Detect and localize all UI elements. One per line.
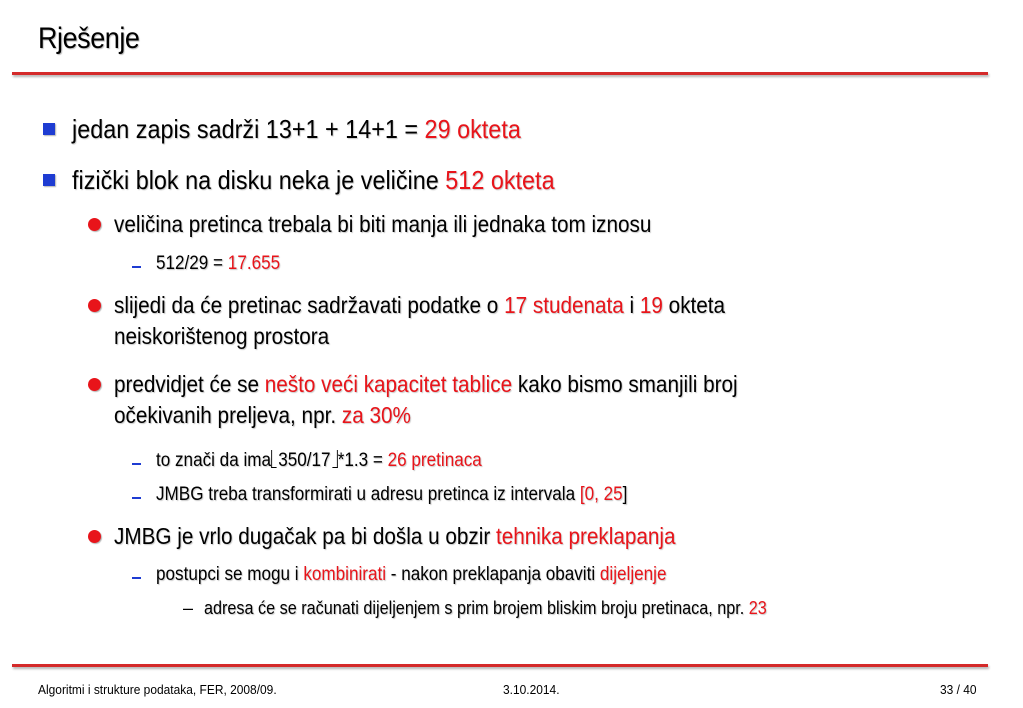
footer-course: Algoritmi i strukture podataka, FER, 2008/09. <box>38 682 277 697</box>
bullet-prime-divisor <box>204 596 829 620</box>
dash-bullet-icon <box>132 463 141 465</box>
bullet-text: *1.3 = <box>337 450 388 471</box>
bullet-division <box>156 251 294 277</box>
bullet-text: slijedi da će pretinac sadržavati podatke o <box>114 292 505 318</box>
bullet-text: to znači da ima <box>156 450 272 471</box>
bullet-highlight: [0, 25 <box>579 484 623 505</box>
bullet-text: jedan zapis sadrži 13+1 + 14+1 = <box>72 114 425 144</box>
bullet-text: kako bismo smanjili broj <box>512 371 738 397</box>
circle-bullet-icon <box>88 218 101 231</box>
bullet-highlight: 23 <box>748 598 767 618</box>
dash-bullet-icon <box>132 497 141 499</box>
circle-bullet-icon <box>88 530 101 543</box>
slide-title: Rješenje <box>38 22 140 55</box>
bullet-combine <box>156 562 723 588</box>
bullet-text: adresa će se računati dijeljenjem s prim brojem bliskim broju pretinaca, npr. <box>204 598 749 618</box>
bullet-bucket-count <box>156 448 518 474</box>
bullet-students-per-bucket <box>114 290 793 352</box>
bullet-jmbg-transform <box>156 482 680 508</box>
bullet-text: 350/17 <box>278 450 331 471</box>
bullet-text: 512/29 = <box>156 253 228 274</box>
bullet-text: JMBG treba transformirati u adresu pretinca iz intervala <box>156 484 580 505</box>
floor-left-bracket <box>271 450 276 468</box>
footer-divider <box>12 664 988 667</box>
bullet-highlight: 19 <box>639 292 663 318</box>
bullet-text: - nakon preklapanja obaviti <box>386 564 600 585</box>
circle-bullet-icon <box>88 378 101 391</box>
bullet-highlight: 17 studenata <box>504 292 624 318</box>
bullet-record-size <box>72 112 571 146</box>
bullet-text: neiskorištenog prostora <box>114 323 330 349</box>
bullet-text: okteta <box>662 292 726 318</box>
bullet-highlight: nešto veći kapacitet tablice <box>264 371 513 397</box>
bullet-highlight: 29 okteta <box>424 114 521 144</box>
bullet-bucket-size <box>114 209 711 240</box>
bullet-text: JMBG je vrlo dugačak pa bi došla u obzir <box>114 523 496 549</box>
bullet-text: očekivanih preljeva, npr. <box>114 402 342 428</box>
title-divider <box>12 72 988 75</box>
square-bullet-icon <box>43 123 55 135</box>
bullet-highlight: dijeljenje <box>599 564 667 585</box>
bullet-capacity <box>114 369 807 431</box>
bullet-text: fizički blok na disku neka je veličine <box>72 165 446 195</box>
bullet-text: veličina pretinca trebala bi biti manja ili jednaka tom iznosu <box>114 211 652 237</box>
bullet-highlight: za 30% <box>341 402 411 428</box>
bullet-highlight: tehnika preklapanja <box>495 523 676 549</box>
bullet-highlight: kombinirati <box>303 564 387 585</box>
footer-date: 3.10.2014. <box>503 682 560 697</box>
bullet-highlight: 26 pretinaca <box>387 450 482 471</box>
bullet-text: predvidjet će se <box>114 371 265 397</box>
bullet-text: i <box>623 292 640 318</box>
dash-bullet-icon <box>132 577 141 579</box>
bullet-highlight: 17.655 <box>227 253 281 274</box>
bullet-highlight: 512 okteta <box>445 165 555 195</box>
circle-bullet-icon <box>88 299 101 312</box>
bullet-text: postupci se mogu i <box>156 564 304 585</box>
bullet-text: ] <box>622 484 628 505</box>
bullet-folding <box>114 521 738 552</box>
footer-page-number: 33 / 40 <box>940 682 977 697</box>
dash-bullet-icon <box>132 266 141 268</box>
en-dash-bullet: – <box>183 598 194 618</box>
square-bullet-icon <box>43 174 55 186</box>
bullet-block-size <box>72 163 608 197</box>
